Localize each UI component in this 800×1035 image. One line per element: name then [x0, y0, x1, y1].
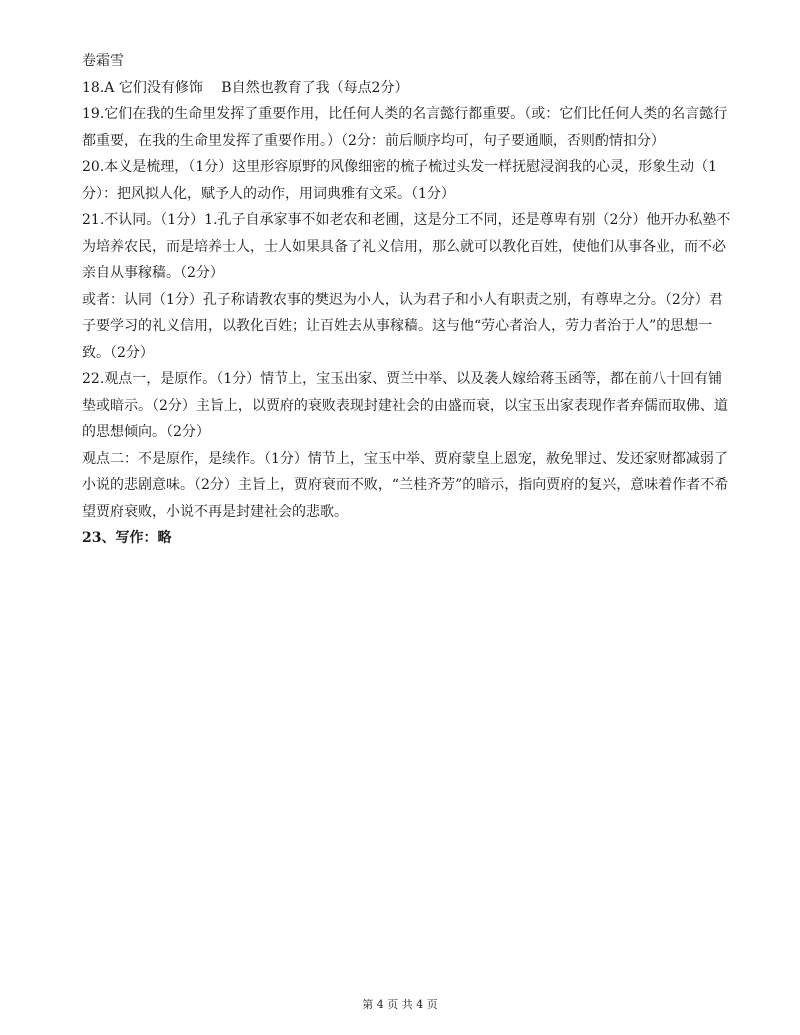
answer-22-view-two: 观点二：不是原作，是续作。（1分）情节上，宝玉中举、贾府蒙皇上恩宠，赦免罪过、发还家财都减弱了小说的悲剧意味。（2分）主旨上，贾府衰而不败，“兰桂齐芳”的暗示，指向贾府的复兴，意味着作者不希望贾府衰败，小说不再是封建社会的悲歌。	[82, 450, 729, 520]
page-footer: 第 4 页 共 4 页	[362, 998, 438, 1011]
answer-continuation: 卷霜雪	[82, 53, 124, 69]
document-body	[82, 48, 732, 552]
answer-21-disagree: 21.不认同。（1分）1.孔子自承家事不如老农和老圃，这是分工不同，还是尊卑有别（2分）他开办私塾不为培养农民，而是培养士人，士人如果具备了礼义信用，那么就可以教化百姓，使他们从事各业，而不必亲自从事稼穑。（2分）	[82, 212, 731, 281]
answer-18: 18.A 它们没有修饰 B自然也教育了我（每点2分）	[82, 79, 409, 96]
answer-23-writing: 23、写作：略	[82, 530, 172, 546]
answer-20: 20.本义是梳理，（1分）这里形容原野的风像细密的梳子梳过头发一样抚慰浸润我的心灵，形象生动（1分）：把风拟人化，赋予人的动作，用词典雅有文采。（1分）	[82, 159, 718, 202]
answer-21-agree: 或者：认同（1分）孔子称请教农事的樊迟为小人，认为君子和小人有职责之别，有尊卑之分。（2分）君子要学习的礼义信用，以教化百姓；让百姓去从事稼穑。这与他“劳心者治人，劳力者治于人”的思想一致。（2分）	[82, 291, 723, 361]
answer-22-view-one: 22.观点一，是原作。（1分）情节上，宝玉出家、贾兰中举、以及袭人嫁给蒋玉函等，都在前八十回有铺垫或暗示。（2分）主旨上，以贾府的衰败表现封建社会的由盛而衰，以宝玉出家表现作者弃儒而取佛、道的思想倾向。（2分）	[82, 371, 728, 440]
answer-19: 19.它们在我的生命里发挥了重要作用，比任何人类的名言懿行都重要。（或：它们比任何人类的名言懿行都重要，在我的生命里发挥了重要作用。）（2分：前后顺序均可，句子要通顺，否则酌情扣分）	[82, 106, 728, 149]
